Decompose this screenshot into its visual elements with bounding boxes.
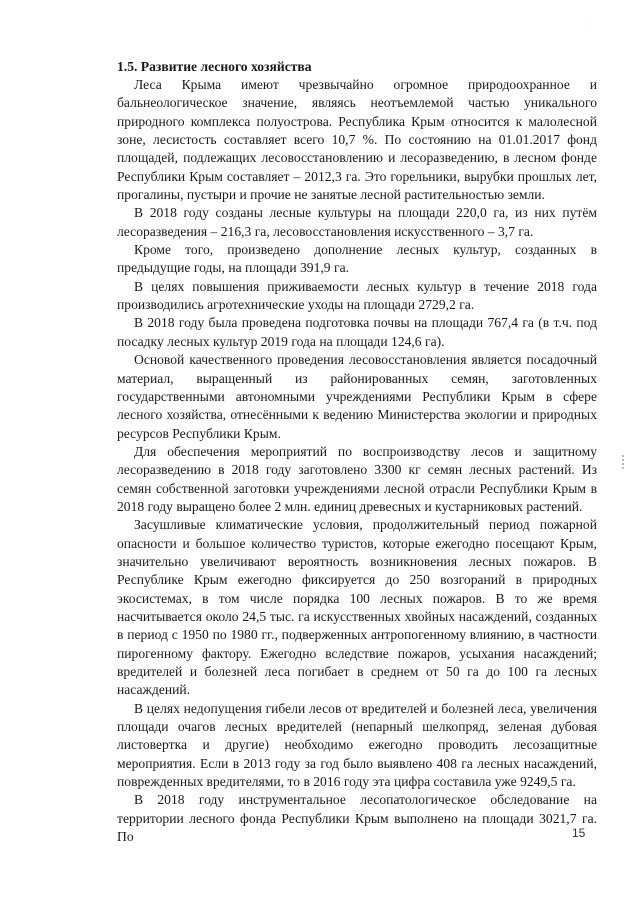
paragraph-agrotechnical-care: В целях повышения приживаемости лесных культур в течение 2018 года производились агротехнические уходы на площади 2729,2 га.	[117, 278, 597, 313]
paragraph-forest-fires: Засушливые климатические условия, продолжительный период пожарной опасности и большое количество туристов, которые ежегодно посещают Крым, значительно увеличивают вероятность возникновения лесных пожаров. В Республике Крым ежегодно фиксируется до 250 возгораний в природных экосистемах, в том числе порядка 100 лесных пожаров. В то же время насчитывается около 24,5 тыс. га искусственных хвойных насаждений, созданных в период с 1950 по 1980 гг., подверженных антропогенному влиянию, в частности пирогенному фактору. Ежегодно вследствие пожаров, усыхания насаждений; вредителей и болезней леса погибает в среднем от 50 га до 100 га лесных насаждений.	[117, 517, 597, 698]
scan-mark-top: ·	[586, 20, 589, 29]
paragraph-planting-material: Основой качественного проведения лесовосстановления является посадочный материал, выращенный из районированных семян, заготовленных государственными автономными учреждениями Республики Крым в сфере лесного хозяйства, отнесёнными к ведению Министерства экологии и природных ресурсов Республики Крым.	[117, 352, 597, 441]
scan-margin-mark	[622, 455, 624, 469]
paragraph-forests-overview: Леса Крыма имеют чрезвычайно огромное природоохранное и бальнеологическое значение, являясь неотъемлемой частью уникального природного комплекса полуострова. Республика Крым относится к малолесной зоне, лесистость составляет всего 10,7 %. По состоянию на 01.01.2017 фонд площадей, подлежащих лесовосстановлению и лесоразведению, в лесном фонде Республики Крым составляет – 2012,3 га. Это горельники, вырубки прошлых лет, прогалины, пустыри и прочие не занятые лесной растительностью земли.	[117, 77, 597, 203]
section-heading: 1.5. Развитие лесного хозяйства	[117, 59, 312, 74]
paragraph-seed-collection: Для обеспечения мероприятий по воспроизводству лесов и защитному лесоразведению в 2018 году заготовлено 3300 кг семян лесных растений. Из семян собственной заготовки учреждениями лесной отрасли Республики Крым в 2018 году выращено более 2 млн. единиц древесных и кустарниковых растений.	[117, 443, 597, 514]
paragraph-forest-cultures-2018: В 2018 году созданы лесные культуры на площади 220,0 га, из них путём лесоразведения – 216,3 га, лесовосстановления искусственного – 3,7 га.	[117, 205, 597, 239]
paragraph-pathology-survey: В 2018 году инструментальное лесопатологическое обследование на территории лесного фонда Республики Крым выполнено на площади 3021,7 га. По	[117, 792, 597, 845]
paragraph-soil-preparation: В 2018 году была проведена подготовка почвы на площади 767,4 га (в т.ч. под посадку лесных культур 2019 года на площади 124,6 га).	[117, 315, 597, 349]
paragraph-additional-cultures: Кроме того, произведено дополнение лесных культур, созданных в предыдущие годы, на площади 391,9 га.	[117, 242, 597, 276]
document-body	[117, 58, 597, 846]
paragraph-forest-protection: В целях недопущения гибели лесов от вредителей и болезней леса, увеличения площади очагов лесных вредителей (непарный шелкопряд, зеленая дубовая листовертка и другие) необходимо ежегодно проводить лесозащитные мероприятия. Если в 2013 году за год было выявлено 408 га лесных насаждений, поврежденных вредителями, то в 2016 году эта цифра составила уже 9249,5 га.	[117, 700, 597, 790]
page-number: 15	[572, 826, 586, 840]
